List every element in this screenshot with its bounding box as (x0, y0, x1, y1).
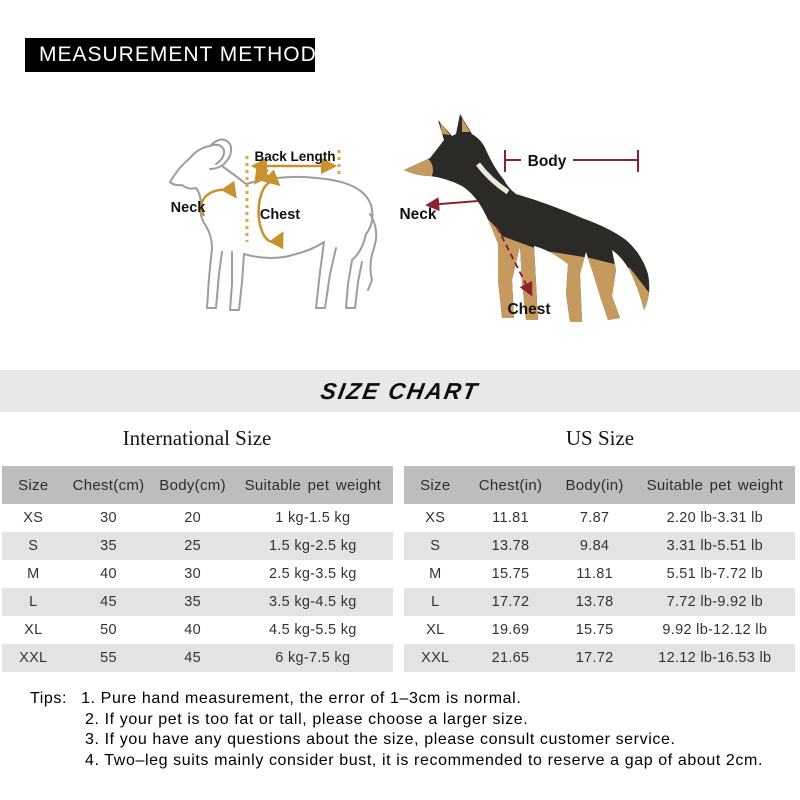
value-cell: 9.84 (579, 538, 610, 554)
tip-line (30, 689, 763, 710)
neck-girth-arrow (201, 190, 235, 216)
size-cell: S (28, 538, 39, 554)
neck-label-photo: Neck (399, 206, 437, 223)
table-header-row (2, 466, 393, 504)
header-cell: Body(in) (565, 476, 624, 494)
international-size-table (2, 466, 393, 672)
header-cell: Chest(cm) (72, 476, 145, 494)
value-cell: 3.5 kg-4.5 kg (268, 594, 357, 610)
value-cell: 45 (184, 650, 201, 666)
value-cell: 17.72 (491, 594, 530, 610)
value-cell: 30 (184, 566, 201, 582)
table-row (404, 532, 795, 560)
size-chart-banner (0, 370, 800, 412)
dog-measurement-diagram-drawing (140, 122, 400, 322)
value-cell: 9.92 lb-12.12 lb (662, 622, 768, 638)
table-row (404, 560, 795, 588)
size-cell: XL (426, 622, 445, 638)
size-chart-heading: SIZE CHART (318, 377, 482, 404)
value-cell: 20 (184, 510, 201, 526)
size-cell: XL (24, 622, 43, 638)
value-cell: 35 (100, 538, 117, 554)
us-size-title: US Size (565, 426, 635, 450)
table-row (2, 504, 393, 532)
value-cell: 15.75 (491, 566, 530, 582)
header-cell: Size (420, 476, 451, 494)
value-cell: 11.81 (576, 566, 613, 582)
value-cell: 55 (100, 650, 117, 666)
neck-pointer-arrow-photo (428, 201, 478, 205)
header-cell: Suitable pet weight (646, 476, 784, 494)
body-label: Body (527, 153, 567, 170)
value-cell: 2.5 kg-3.5 kg (268, 566, 357, 582)
value-cell: 1 kg-1.5 kg (275, 510, 351, 526)
size-cell: M (429, 566, 442, 582)
table-row (404, 588, 795, 616)
value-cell: 12.12 lb-16.53 lb (658, 650, 772, 666)
header-cell: Chest(in) (478, 476, 543, 494)
value-cell: 6 kg-7.5 kg (275, 650, 351, 666)
size-cell: XXL (19, 650, 48, 666)
tips-label: Tips: (30, 690, 68, 707)
value-cell: 3.31 lb-5.51 lb (666, 538, 763, 554)
value-cell: 7.87 (579, 510, 610, 526)
value-cell: 21.65 (491, 650, 530, 666)
value-cell: 25 (184, 538, 201, 554)
international-size-title: International Size (122, 426, 272, 450)
value-cell: 13.78 (491, 538, 530, 554)
size-cell: L (29, 594, 38, 610)
value-cell: 30 (100, 510, 117, 526)
size-cell: S (430, 538, 441, 554)
value-cell: 40 (184, 622, 201, 638)
measurement-annotations-left (171, 149, 339, 242)
size-cell: L (431, 594, 440, 610)
tip-line: 4. Two–leg suits mainly consider bust, it is recommended to reserve a gap of about 2cm. (85, 751, 763, 769)
value-cell: 7.72 lb-9.92 lb (666, 594, 763, 610)
value-cell: 45 (100, 594, 117, 610)
size-cell: XS (425, 510, 446, 526)
value-cell: 11.81 (492, 510, 529, 526)
tip-line: 2. If your pet is too fat or tall, please choose a larger size. (85, 710, 529, 728)
page-title-text: MEASUREMENT METHODS (39, 43, 332, 66)
table-row (2, 644, 393, 672)
value-cell: 4.5 kg-5.5 kg (268, 622, 357, 638)
value-cell: 13.78 (575, 594, 614, 610)
table-row (404, 616, 795, 644)
value-cell: 5.51 lb-7.72 lb (666, 566, 763, 582)
tip-line: 3. If you have any questions about the size, please consult customer service. (85, 731, 676, 748)
page-title (25, 38, 332, 72)
table-row (2, 532, 393, 560)
value-cell: 15.75 (575, 622, 614, 638)
table-row (2, 616, 393, 644)
value-cell: 2.20 lb-3.31 lb (666, 510, 763, 526)
header-cell: Size (18, 476, 49, 494)
table-row (404, 644, 795, 672)
chest-label: Chest (259, 207, 301, 223)
tips-section (30, 689, 763, 771)
table-row (2, 560, 393, 588)
us-size-table (404, 466, 795, 672)
back-length-label: Back Length (254, 149, 336, 164)
tip-text: 1. Pure hand measurement, the error of 1–3cm is normal. (81, 690, 522, 707)
table-row (2, 588, 393, 616)
table-header-row (404, 466, 795, 504)
size-cell: XXL (421, 650, 450, 666)
value-cell: 1.5 kg-2.5 kg (268, 538, 357, 554)
neck-label: Neck (170, 200, 206, 216)
header-cell: Suitable pet weight (244, 476, 382, 494)
value-cell: 35 (184, 594, 201, 610)
size-cell: M (27, 566, 40, 582)
dog-measurement-diagram-photo (390, 108, 680, 333)
header-cell: Body(cm) (159, 476, 226, 494)
size-cell: XS (23, 510, 44, 526)
value-cell: 19.69 (491, 622, 530, 638)
value-cell: 50 (100, 622, 117, 638)
value-cell: 17.72 (575, 650, 614, 666)
table-row (404, 504, 795, 532)
value-cell: 40 (100, 566, 117, 582)
chest-label-photo: Chest (507, 301, 551, 318)
